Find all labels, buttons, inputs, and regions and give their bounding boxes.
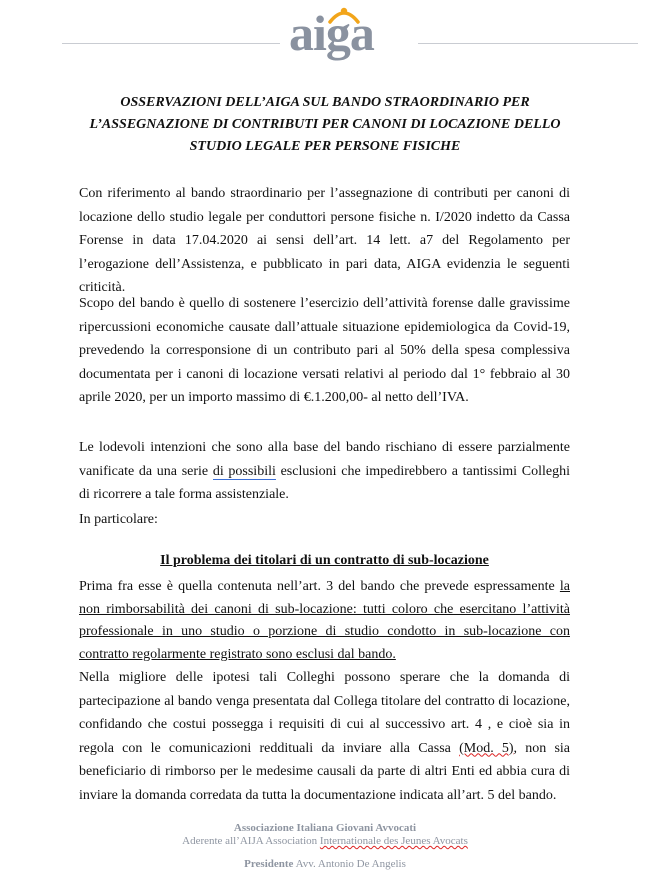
letterhead: [0, 0, 650, 60]
footer-affiliation: [80, 835, 570, 847]
title-line-3: STUDIO LEGALE PER PERSONE FISICHE: [189, 139, 461, 154]
title-line-1: OSSERVAZIONI DELL’AIGA SUL BANDO STRAORDINARIO PER: [120, 95, 530, 110]
paragraph-intro: Con riferimento al bando straordinario per l’assegnazione di contributi per canoni di locazione dello studio legale per conduttori persone fisiche n. I/2020 indetto da Cassa Forense in data 17.04.2020 ai sensi dell’art. 14 lett. a7 del Regolamento per l’erogazione dell’Assistenza, e pubblicato in pari data, AIGA evidenzia le seguenti criticità.: [79, 186, 570, 295]
sublocazione-underlined: la non rimborsabilità dei canoni di sub-locazione: tutti coloro che esercitano l’attività professionale in uno studio o porzione di studio condotto in sub-locazione con contratto regolarmente registrato sono esclusi dal bando.: [79, 579, 570, 662]
header-rule-right: [418, 43, 638, 44]
footer-org-name: Associazione Italiana Giovani Avvocati: [233, 822, 417, 834]
document-title: [80, 92, 570, 158]
title-line-2: L’ASSEGNAZIONE DI CONTRIBUTI PER CANONI DI LOCAZIONE DELLO: [89, 117, 561, 132]
president-name: Avv. Antonio De Angelis: [293, 858, 406, 870]
sublocazione-text: Prima fra esse è quella contenuta nell’art. 3 del bando che prevede espressamente: [79, 579, 560, 594]
header-rule-left: [62, 43, 280, 44]
paragraph-exclusions: [79, 436, 570, 507]
ipotesi-text-a: Nella migliore delle ipotesi tali Colleghi possono sperare che la domanda di partecipazione al bando venga presentata dal Collega titolare del contratto di locazione, confidando che costui possegga i requisiti di cui al successivo art. 4 , e cioè sia in regola con le comunicazioni reddituali da inviare alla Cassa: [79, 670, 570, 756]
footer-president: [80, 858, 570, 870]
ipotesi-flagged-word: (Mod. 5): [459, 740, 514, 756]
exclusions-text-a: Le lodevoli intenzioni che sono alla base del bando rischiano di essere parzialmente vanificate da una serie: [79, 440, 570, 479]
exclusions-highlight: di possibili: [212, 463, 276, 479]
logo-text: aiga: [289, 5, 374, 61]
president-label: Presidente: [244, 858, 294, 870]
paragraph-purpose: Scopo del bando è quello di sostenere l’esercizio dell’attività forense dalle gravissime ripercussioni economiche causate dall’attuale situazione epidemiologica da Covid-19, prevedendo la corresponsione di un contributo pari al 50% della spesa complessiva documentata per i canoni di locazione versati relativi al periodo dal 1° febbraio al 30 aprile 2020, per un importo massimo di €.1.200,00- al netto dell’IVA.: [79, 296, 570, 405]
ipotesi-text-b: , non sia beneficiario di rimborso per le medesime causali da parte di altri Enti ed abbia cura di inviare la domanda corredata da tutta la documentazione indicata all’art. 5 del bando.: [79, 740, 570, 803]
paragraph-sublocazione: [79, 576, 570, 666]
affiliation-prefix: Aderente all’AIJA Association: [182, 835, 320, 847]
paragraph-in-particolare: In particolare:: [79, 512, 158, 527]
aiga-logo: [289, 2, 415, 60]
paragraph-ipotesi: [79, 666, 570, 807]
exclusions-text-b: esclusioni che impedirebbero a tantissimi Colleghi di ricorrere a tale forma assistenziale.: [79, 463, 570, 502]
affiliation-flagged: Internationale des Jeunes Avocats: [319, 835, 468, 847]
section-heading-sublocazione: Il problema dei titolari di un contratto di sub-locazione: [160, 553, 489, 568]
